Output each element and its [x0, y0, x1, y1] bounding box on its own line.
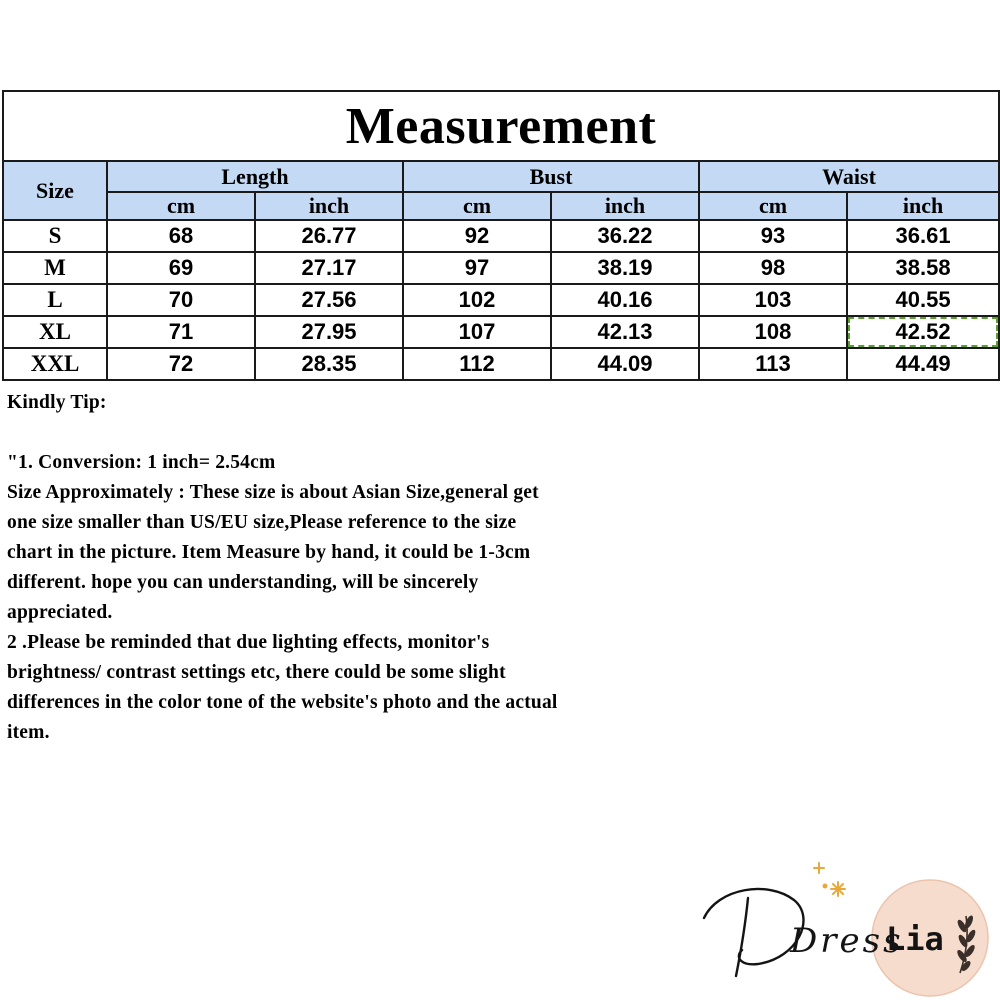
tip-line: 2 .Please be reminded that due lighting effects, monitor's — [7, 632, 490, 653]
bust-cm-header: cm — [403, 192, 551, 220]
length-cm-cell: 69 — [107, 252, 255, 284]
length-group-header: Length — [107, 161, 403, 192]
tip-line: brightness/ contrast settings etc, there could be some slight — [7, 662, 506, 683]
waist-inch-cell: 38.58 — [847, 252, 999, 284]
length-inch-cell: 27.95 — [255, 316, 403, 348]
bust-group-header: Bust — [403, 161, 699, 192]
length-cm-cell: 68 — [107, 220, 255, 252]
length-inch-cell: 27.56 — [255, 284, 403, 316]
length-cm-cell: 70 — [107, 284, 255, 316]
tip-line: Size Approximately : These size is about Asian Size,general get — [7, 482, 539, 503]
waist-cm-header: cm — [699, 192, 847, 220]
bust-inch-cell: 42.13 — [551, 316, 699, 348]
length-inch-cell: 26.77 — [255, 220, 403, 252]
table-row — [3, 316, 999, 348]
table-row — [3, 284, 999, 316]
measurement-table — [2, 90, 1000, 381]
size-label: XXL — [3, 348, 107, 380]
table-title: Measurement — [3, 91, 999, 161]
size-label: L — [3, 284, 107, 316]
length-cm-cell: 72 — [107, 348, 255, 380]
bust-inch-cell: 44.09 — [551, 348, 699, 380]
waist-inch-cell-highlighted: 42.52 — [847, 316, 999, 348]
table-row — [3, 220, 999, 252]
waist-inch-cell: 36.61 — [847, 220, 999, 252]
dresslia-logo — [698, 858, 998, 998]
length-cm-cell: 71 — [107, 316, 255, 348]
bust-cm-cell: 102 — [403, 284, 551, 316]
table-row — [3, 348, 999, 380]
bust-inch-cell: 38.19 — [551, 252, 699, 284]
bust-cm-cell: 107 — [403, 316, 551, 348]
dresslia-logo-graphic — [698, 858, 998, 998]
waist-group-header: Waist — [699, 161, 999, 192]
waist-inch-cell: 44.49 — [847, 348, 999, 380]
logo-script-text: Dress — [790, 921, 904, 961]
bust-cm-cell: 97 — [403, 252, 551, 284]
length-inch-cell: 27.17 — [255, 252, 403, 284]
length-cm-header: cm — [107, 192, 255, 220]
waist-inch-header: inch — [847, 192, 999, 220]
script-d-flourish — [704, 889, 803, 976]
bust-cm-cell: 112 — [403, 348, 551, 380]
tip-line: different. hope you can understanding, will be sincerely — [7, 572, 479, 593]
sparkle-dot — [823, 884, 828, 889]
bust-cm-cell: 92 — [403, 220, 551, 252]
waist-inch-cell: 40.55 — [847, 284, 999, 316]
waist-cm-cell: 108 — [699, 316, 847, 348]
size-column-header: Size — [3, 161, 107, 220]
tip-line: "1. Conversion: 1 inch= 2.54cm — [7, 452, 276, 473]
waist-cm-cell: 98 — [699, 252, 847, 284]
sparkle-icon — [814, 863, 845, 896]
tip-line: differences in the color tone of the website's photo and the actual — [7, 692, 558, 713]
size-label: S — [3, 220, 107, 252]
bust-inch-cell: 40.16 — [551, 284, 699, 316]
table-row — [3, 252, 999, 284]
length-inch-header: inch — [255, 192, 403, 220]
waist-cm-cell: 93 — [699, 220, 847, 252]
waist-cm-cell: 103 — [699, 284, 847, 316]
size-label: XL — [3, 316, 107, 348]
tip-line: item. — [7, 722, 50, 743]
bust-inch-cell: 36.22 — [551, 220, 699, 252]
bust-inch-header: inch — [551, 192, 699, 220]
length-inch-cell: 28.35 — [255, 348, 403, 380]
waist-cm-cell: 113 — [699, 348, 847, 380]
tip-line: one size smaller than US/EU size,Please reference to the size — [7, 512, 517, 533]
kindly-tip-text — [7, 388, 707, 748]
tip-line: chart in the picture. Item Measure by hand, it could be 1-3cm — [7, 542, 531, 563]
tip-heading: Kindly Tip: — [7, 392, 107, 413]
logo-bold-text: Lia — [886, 920, 944, 958]
size-label: M — [3, 252, 107, 284]
tip-line: appreciated. — [7, 602, 113, 623]
tip-spacer — [7, 418, 707, 448]
